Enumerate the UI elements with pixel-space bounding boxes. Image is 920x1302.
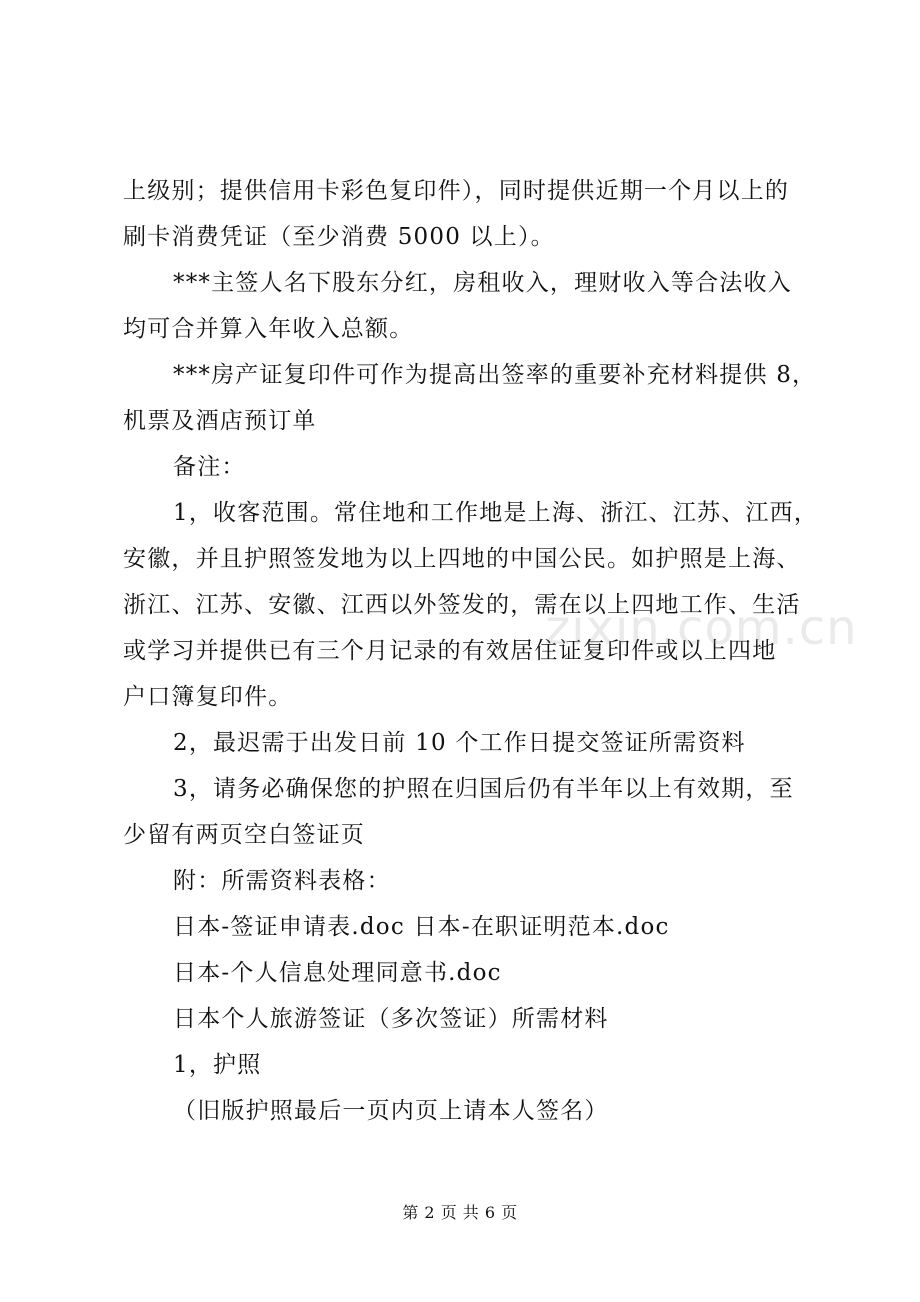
attachment-line: 日本-个人信息处理同意书.doc [173, 960, 502, 986]
text-line: ***房产证复印件可作为提高出签率的重要补充材料提供 8， [173, 362, 817, 388]
page-footer: 第 2 页 共 6 页 [402, 1203, 518, 1222]
text-line: 刷卡消费凭证（至少消费 5000 以上）。 [123, 224, 555, 250]
text-line: 3，请务必确保您的护照在归国后仍有半年以上有效期，至 [173, 776, 794, 802]
text-line: 少留有两页空白签证页 [123, 822, 365, 848]
section-heading: 日本个人旅游签证（多次签证）所需材料 [173, 1006, 609, 1032]
attachment-line: 日本-签证申请表.doc 日本-在职证明范本.doc [173, 914, 670, 940]
section-heading: 备注： [173, 454, 246, 480]
text-line: 均可合并算入年收入总额。 [123, 316, 414, 342]
watermark: zixin.com.cn [545, 600, 858, 656]
text-line: 浙江、江苏、安徽、江西以外签发的，需在以上四地工作、生活 [123, 592, 801, 618]
text-line: 2，最迟需于出发日前 10 个工作日提交签证所需资料 [173, 730, 746, 756]
text-line: 户口簿复印件。 [123, 684, 293, 710]
section-heading: 附：所需资料表格： [173, 868, 391, 894]
text-line: ***主签人名下股东分红，房租收入，理财收入等合法收入 [173, 270, 792, 296]
text-line: 或学习并提供已有三个月记录的有效居住证复印件或以上四地 [123, 638, 777, 664]
text-line: 安徽，并且护照签发地为以上四地的中国公民。如护照是上海、 [123, 546, 801, 572]
text-line: 上级别；提供信用卡彩色复印件），同时提供近期一个月以上的 [123, 178, 790, 204]
text-line: 机票及酒店预订单 [123, 408, 317, 434]
text-line: 1，护照 [173, 1052, 262, 1078]
text-line: 1，收客范围。常住地和工作地是上海、浙江、江苏、江西， [173, 500, 819, 526]
text-line: （旧版护照最后一页内页上请本人签名） [173, 1098, 609, 1124]
